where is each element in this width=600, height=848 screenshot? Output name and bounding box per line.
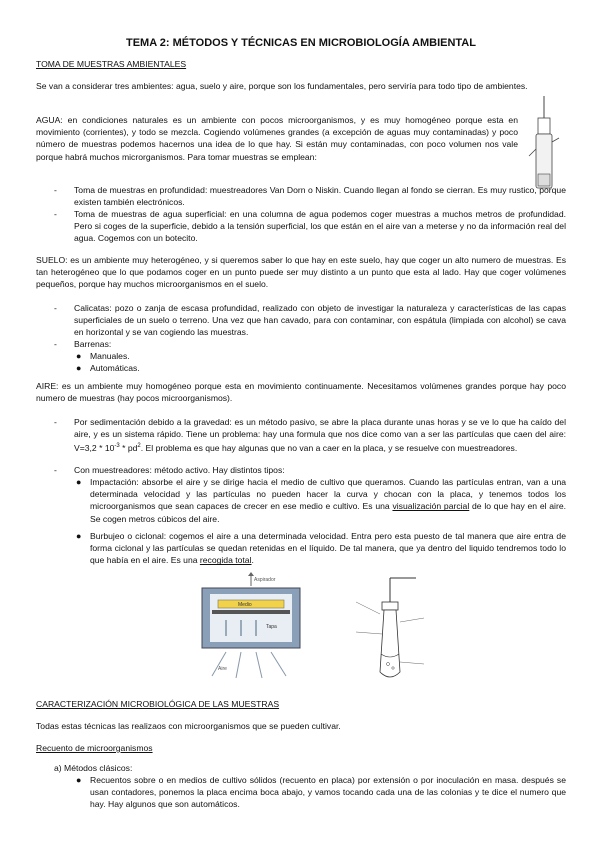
suelo-paragraph: SUELO: es un ambiente muy heterogéneo, y si queremos saber lo que hay en este suelo, hay que coger un alto numero de muestras. Es tan heterogéneo que lo que podamos coger en un punto puede ser muy distinto a un punto que esta al lado. Hay que coger volúmenes pequeños, porque hay muchos microorganismos en el suelo.: [36, 255, 566, 290]
section-heading-caracterizacion: CARACTERIZACIÓN MICROBIOLÓGICA DE LAS MUESTRAS: [36, 699, 280, 709]
bullet-icon: ●: [76, 363, 82, 373]
bullet-icon: ●: [76, 477, 82, 487]
section-heading-muestras: TOMA DE MUESTRAS AMBIENTALES: [36, 59, 187, 69]
bullet-icon: ●: [76, 531, 82, 541]
suelo-subitem-1: Manuales.: [90, 351, 130, 361]
dash-icon: -: [54, 209, 57, 219]
dash-icon: -: [54, 339, 57, 349]
item-metodos-clasicos: a) Métodos clásicos:: [54, 763, 133, 773]
suelo-item-1: Calicatas: pozo o zanja de escasa profundidad, realizado con objeto de investigar la naturaleza y características de las capas superficiales de un suelo o terreno. Una vez que han cavado, para con contaminar, con espátula (limpiada con alcohol) se cava en horizontal y se van cogiendo las muestras.: [74, 303, 566, 338]
niskin-sampler-figure: [524, 94, 564, 196]
suelo-subitem-2: Automáticas.: [90, 363, 140, 373]
impactor-diagram-figure: [196, 572, 306, 684]
visualizacion-parcial-term: visualización parcial: [392, 501, 470, 512]
aire-paragraph: AIRE: es un ambiente muy homogéneo porque esta en movimiento continuamente. Necesitamos volúmenes grandes porque hay poco numero de muestras (hay pocos microorganismos).: [36, 381, 566, 404]
section2-intro: Todas estas técnicas las realizaos con microorganismos que se pueden cultivar.: [36, 721, 341, 731]
figure-label-aire: Aire: [218, 666, 227, 672]
subheading-recuento: Recuento de microorganismos: [36, 743, 153, 753]
figure-label-tapa: Tapa: [266, 624, 277, 630]
dash-icon: -: [54, 417, 57, 427]
page-title: TEMA 2: MÉTODOS Y TÉCNICAS EN MICROBIOLOGÍA AMBIENTAL: [126, 37, 476, 49]
agua-paragraph: AGUA: en condiciones naturales es un ambiente con pocos microorganismos, y es muy homogéneo porque esta en movimiento (corrientes), y todo se mezcla. Cogiendo volúmenes grandes (a excepción de aguas muy contaminadas) y poco número de muestras podemos hacernos una idea de lo que hay. Si están muy contaminadas, con poco volumen nos vale porque habrá muchos microrganismos. Para tomar muestras se emplean:: [36, 115, 518, 162]
dash-icon: -: [54, 465, 57, 475]
aire-subitem-impactacion: Impactación: absorbe el aire y se dirige hacia el medio de cultivo que queramos. Cuando las partículas entran, van a una determinada velocidad y las partículas no pueden hacer la curva y chocan con la placa, y tenemos todos los microorganismos que sean capaces de crecer en ese medio e cultivo. Es una visualización parcial de lo que hay en el aire. Se cogen metros cúbicos del aire.: [90, 477, 566, 524]
agua-item-1: Toma de muestras en profundidad: muestreadores Van Dorn o Niskin. Cuando llegan al fondo se cierran. Es muy rustico, porque existen también electrónicos.: [74, 185, 566, 208]
agua-item-2: Toma de muestras de agua superficial: en una columna de agua podemos coger muestras a muchos metros de profundidad. Pero si coges de la superficie, debido a la tensión superficial, los que están en el aire van a meterse y no da información real del agua. Cogemos con un botecito.: [74, 209, 566, 244]
aire-item-1: Por sedimentación debido a la gravedad: es un método pasivo, se abre la placa durante unas horas y se ve lo que ha caído del aire, y es un sistema rápido. Tiene un problema: hay una formula que nos dice como van a ser las partículas que caen del aire: $V=3,2 * 10^{-3} * pd^2$. El problema es que hay algunas que no van a caer en la placa, y se resuelve con muestreadores.: [74, 417, 566, 454]
dash-icon: -: [54, 185, 57, 195]
figure-label-aspirador: Aspirador: [254, 577, 276, 583]
dash-icon: -: [54, 303, 57, 313]
bullet-icon: ●: [76, 351, 82, 361]
bubbler-diagram-figure: [346, 572, 436, 686]
suelo-item-2: Barrenas:: [74, 339, 112, 349]
bullet-icon: ●: [76, 775, 82, 785]
recuento-bullet-1: Recuentos sobre o en medios de cultivo sólidos (recuento en placa) por extensión o por inoculación en masa. después se usan contadores, ponemos la placa encima boca abajo, y vamos tocando cada una de las colonias y te dice el numero que hay. Hay algunos que son automáticos.: [90, 775, 566, 810]
recogida-total-term: recogida total: [199, 555, 252, 566]
intro-paragraph: Se van a considerar tres ambientes: agua, suelo y aire, porque son los fundamentales, pero serviría para todo tipo de ambientes.: [36, 81, 528, 91]
aire-item-2: Con muestreadores: método activo. Hay distintos tipos:: [74, 465, 285, 475]
figure-label-medio: Medio: [238, 602, 252, 608]
aire-subitem-burbujeo: Burbujeo o ciclonal: cogemos el aire a una determinada velocidad. Entra pero esta puesto de tal manera que aire entra de forma ciclonal y las partículas se quedan retenidas en el líquido. De tal manera, que ya dentro del liquido tendremos todo lo que había en el aire. Es una recogida total.: [90, 531, 566, 566]
